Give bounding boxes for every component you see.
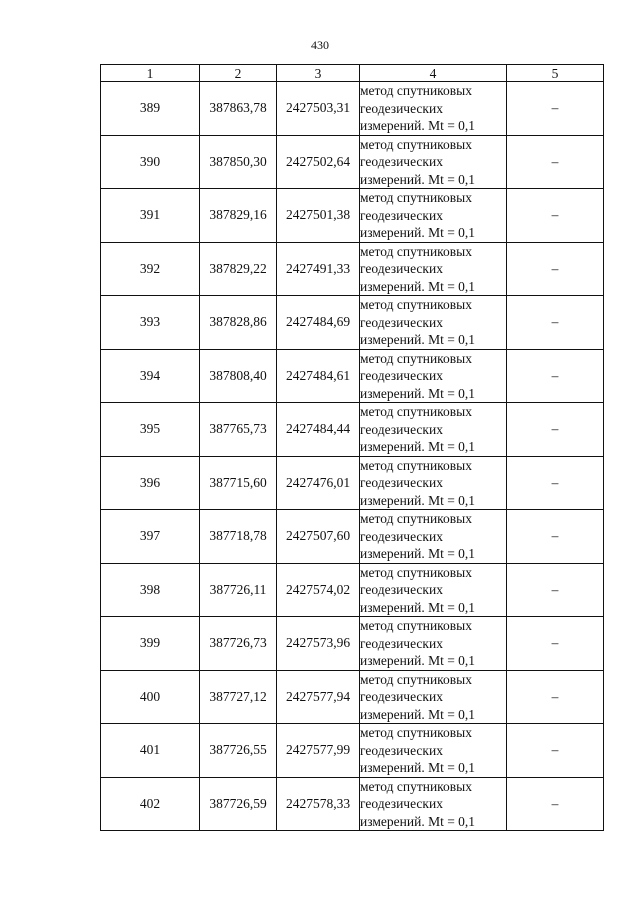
method-text-line: измерений. Mt = 0,1 — [360, 653, 476, 668]
method-text-line: измерений. Mt = 0,1 — [360, 332, 476, 347]
x-coordinate-cell: 387850,30 — [200, 135, 277, 189]
method-text-line: метод спутниковых — [360, 511, 472, 526]
method-text-line: геодезических — [360, 368, 443, 383]
method-text-line: измерений. Mt = 0,1 — [360, 278, 476, 294]
table-row — [101, 82, 604, 136]
method-text-line: метод спутниковых — [360, 297, 472, 312]
table-row — [101, 670, 604, 724]
column-header-3: 3 — [277, 65, 360, 82]
method-text-line: измерений. Mt = 0,1 — [360, 492, 476, 508]
page-number: 430 — [311, 38, 329, 52]
method-text-line: метод спутниковых — [360, 243, 472, 259]
point-number-cell: 391 — [101, 189, 200, 243]
method-cell — [360, 403, 507, 457]
method-cell — [360, 617, 507, 671]
method-text-line: измерений. Mt = 0,1 — [360, 385, 476, 401]
x-coordinate-cell: 387726,59 — [200, 777, 277, 831]
method-cell — [360, 563, 507, 617]
column-header-5: 5 — [507, 65, 604, 82]
x-coordinate-cell: 387808,40 — [200, 349, 277, 403]
table-row — [101, 349, 604, 403]
method-text-line: измерений. Mt = 0,1 — [360, 118, 476, 133]
point-number-cell: 389 — [101, 82, 200, 136]
method-text-line: измерений. Mt = 0,1 — [360, 439, 476, 454]
method-text-line: измерений. Mt = 0,1 — [360, 546, 476, 561]
method-text-line: геодезических — [360, 207, 443, 223]
y-coordinate-cell: 2427484,69 — [277, 296, 360, 350]
method-text-line: измерений. Mt = 0,1 — [360, 599, 476, 615]
method-cell — [360, 456, 507, 510]
method-text-line: геодезических — [360, 475, 443, 490]
x-coordinate-cell: 387765,73 — [200, 403, 277, 457]
method-text-line: геодезических — [360, 528, 443, 544]
y-coordinate-cell: 2427501,38 — [277, 189, 360, 243]
method-text-line: метод спутниковых — [360, 350, 472, 366]
table-row — [101, 563, 604, 617]
table-row — [101, 403, 604, 457]
table-row — [101, 242, 604, 296]
y-coordinate-cell: 2427503,31 — [277, 82, 360, 136]
y-coordinate-cell: 2427491,33 — [277, 242, 360, 296]
method-text-line: метод спутниковых — [360, 618, 472, 633]
point-number-cell: 395 — [101, 403, 200, 457]
point-number-cell: 402 — [101, 777, 200, 831]
table-row — [101, 189, 604, 243]
table-row — [101, 135, 604, 189]
point-number-cell: 394 — [101, 349, 200, 403]
table-row — [101, 296, 604, 350]
method-text-line: геодезических — [360, 796, 443, 811]
table-row — [101, 617, 604, 671]
coordinates-table — [100, 64, 604, 831]
method-cell — [360, 777, 507, 831]
note-cell: – — [507, 82, 604, 136]
note-cell: – — [507, 777, 604, 831]
method-text-line: геодезических — [360, 421, 443, 437]
note-cell: – — [507, 724, 604, 778]
table-row — [101, 777, 604, 831]
column-header-1: 1 — [101, 65, 200, 82]
note-cell: – — [507, 349, 604, 403]
note-cell: – — [507, 403, 604, 457]
x-coordinate-cell: 387727,12 — [200, 670, 277, 724]
method-text-line: метод спутниковых — [360, 778, 472, 794]
method-text-line: метод спутниковых — [360, 564, 472, 580]
y-coordinate-cell: 2427574,02 — [277, 563, 360, 617]
method-cell — [360, 349, 507, 403]
method-text-line: метод спутниковых — [360, 190, 472, 205]
x-coordinate-cell: 387829,22 — [200, 242, 277, 296]
point-number-cell: 398 — [101, 563, 200, 617]
note-cell: – — [507, 296, 604, 350]
method-cell — [360, 135, 507, 189]
method-cell — [360, 189, 507, 243]
point-number-cell: 392 — [101, 242, 200, 296]
point-number-cell: 396 — [101, 456, 200, 510]
method-text-line: геодезических — [360, 742, 443, 758]
header-row — [101, 65, 604, 82]
y-coordinate-cell: 2427507,60 — [277, 510, 360, 564]
x-coordinate-cell: 387863,78 — [200, 82, 277, 136]
method-text-line: геодезических — [360, 582, 443, 597]
method-text-line: измерений. Mt = 0,1 — [360, 760, 476, 775]
y-coordinate-cell: 2427578,33 — [277, 777, 360, 831]
point-number-cell: 401 — [101, 724, 200, 778]
method-text-line: измерений. Mt = 0,1 — [360, 706, 476, 722]
note-cell: – — [507, 456, 604, 510]
note-cell: – — [507, 510, 604, 564]
x-coordinate-cell: 387726,73 — [200, 617, 277, 671]
point-number-cell: 400 — [101, 670, 200, 724]
method-text-line: геодезических — [360, 261, 443, 276]
x-coordinate-cell: 387726,55 — [200, 724, 277, 778]
method-cell — [360, 296, 507, 350]
point-number-cell: 390 — [101, 135, 200, 189]
x-coordinate-cell: 387726,11 — [200, 563, 277, 617]
point-number-cell: 399 — [101, 617, 200, 671]
method-text-line: измерений. Mt = 0,1 — [360, 171, 476, 187]
method-text-line: метод спутниковых — [360, 404, 472, 419]
x-coordinate-cell: 387718,78 — [200, 510, 277, 564]
method-text-line: метод спутниковых — [360, 457, 472, 473]
note-cell: – — [507, 563, 604, 617]
x-coordinate-cell: 387715,60 — [200, 456, 277, 510]
method-text-line: метод спутниковых — [360, 725, 472, 740]
method-cell — [360, 242, 507, 296]
note-cell: – — [507, 135, 604, 189]
method-text-line: геодезических — [360, 154, 443, 169]
note-cell: – — [507, 670, 604, 724]
column-header-2: 2 — [200, 65, 277, 82]
y-coordinate-cell: 2427502,64 — [277, 135, 360, 189]
x-coordinate-cell: 387828,86 — [200, 296, 277, 350]
y-coordinate-cell: 2427476,01 — [277, 456, 360, 510]
method-text-line: метод спутниковых — [360, 671, 472, 687]
y-coordinate-cell: 2427573,96 — [277, 617, 360, 671]
method-text-line: измерений. Mt = 0,1 — [360, 813, 476, 829]
y-coordinate-cell: 2427577,99 — [277, 724, 360, 778]
method-cell — [360, 724, 507, 778]
method-text-line: геодезических — [360, 689, 443, 704]
x-coordinate-cell: 387829,16 — [200, 189, 277, 243]
method-text-line: измерений. Mt = 0,1 — [360, 225, 476, 240]
table-row — [101, 724, 604, 778]
method-cell — [360, 510, 507, 564]
y-coordinate-cell: 2427484,44 — [277, 403, 360, 457]
table-row — [101, 456, 604, 510]
y-coordinate-cell: 2427484,61 — [277, 349, 360, 403]
method-text-line: геодезических — [360, 314, 443, 330]
point-number-cell: 397 — [101, 510, 200, 564]
method-text-line: геодезических — [360, 635, 443, 651]
y-coordinate-cell: 2427577,94 — [277, 670, 360, 724]
method-text-line: метод спутниковых — [360, 136, 472, 152]
note-cell: – — [507, 617, 604, 671]
column-header-4: 4 — [360, 65, 507, 82]
note-cell: – — [507, 189, 604, 243]
table-row — [101, 510, 604, 564]
point-number-cell: 393 — [101, 296, 200, 350]
method-cell — [360, 82, 507, 136]
method-cell — [360, 670, 507, 724]
method-text-line: геодезических — [360, 100, 443, 116]
method-text-line: метод спутниковых — [360, 83, 472, 98]
table-body — [101, 82, 604, 831]
note-cell: – — [507, 242, 604, 296]
